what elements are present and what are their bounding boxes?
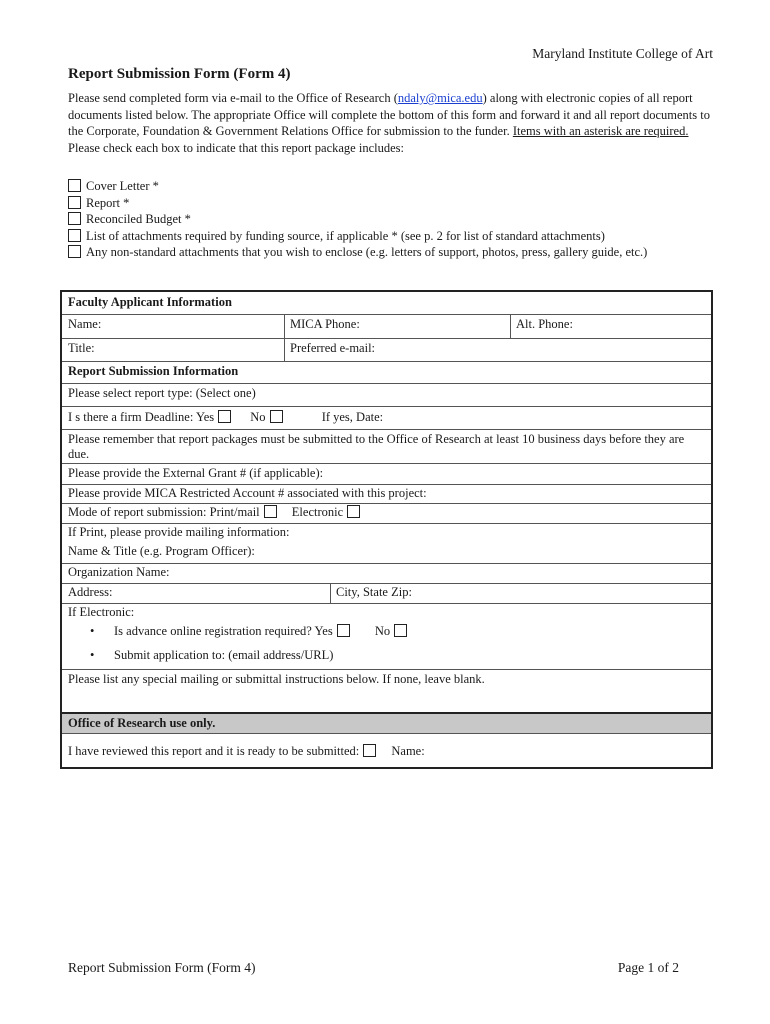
checklist-label: List of attachments required by funding source, if applicable * (see p. 2 for list of standard attachments): [86, 228, 605, 243]
checklist-item-report: [68, 195, 716, 212]
reviewed-label: I have reviewed this report and it is ready to be submitted:: [68, 744, 360, 758]
restricted-account-field[interactable]: Please provide MICA Restricted Account # associated with this project:: [68, 486, 427, 500]
submit-to-field[interactable]: Submit application to: (email address/URL): [114, 648, 334, 662]
intro-paragraph: [68, 90, 716, 156]
deadline-label: I s there a firm Deadline: Yes: [68, 410, 215, 424]
address-field[interactable]: Address:: [68, 585, 113, 599]
deadline-no-checkbox[interactable]: [270, 410, 283, 423]
footer-form-name: Report Submission Form (Form 4): [68, 960, 256, 975]
check-instruction: Please check each box to indicate that this report package includes:: [68, 140, 404, 155]
checklist-item-cover-letter: [68, 178, 716, 195]
bullet: •: [90, 648, 95, 662]
if-electronic-label: If Electronic:: [68, 605, 135, 619]
form-table: [60, 290, 713, 769]
city-state-zip-field[interactable]: City, State Zip:: [336, 585, 412, 599]
nonstandard-checkbox[interactable]: [68, 245, 81, 258]
faculty-heading: Faculty Applicant Information: [68, 295, 232, 309]
print-mail-checkbox[interactable]: [264, 505, 277, 518]
intro-text-a: Please send completed form via e-mail to the Office of Research (: [68, 91, 398, 105]
deadline-yes-checkbox[interactable]: [218, 410, 231, 423]
name-field[interactable]: Name:: [68, 317, 102, 331]
external-grant-field[interactable]: Please provide the External Grant # (if applicable):: [68, 466, 324, 480]
deadline-row: [68, 410, 383, 425]
title-field[interactable]: Title:: [68, 341, 95, 355]
research-email-link[interactable]: ndaly@mica.edu: [397, 91, 483, 105]
page-number: Page 1 of 2: [617, 960, 679, 975]
report-heading: Report Submission Information: [68, 364, 239, 378]
attachments-checkbox[interactable]: [68, 229, 81, 242]
office-heading: Office of Research use only.: [68, 716, 216, 730]
advance-no-checkbox[interactable]: [394, 624, 407, 637]
electronic-label: Electronic: [291, 505, 344, 519]
budget-checkbox[interactable]: [68, 212, 81, 225]
name-title-field[interactable]: Name & Title (e.g. Program Officer):: [68, 544, 255, 558]
advance-yes-checkbox[interactable]: [337, 624, 350, 637]
required-note: Items with an asterisk are required.: [512, 124, 689, 139]
mode-row: [68, 505, 360, 520]
deadline-date-field[interactable]: If yes, Date:: [321, 410, 384, 424]
alt-phone-field[interactable]: Alt. Phone:: [516, 317, 573, 331]
special-instructions-field[interactable]: Please list any special mailing or submittal instructions below. If none, leave blank.: [68, 672, 485, 686]
office-name-field[interactable]: Name:: [391, 744, 425, 758]
advance-registration-row: [114, 624, 407, 639]
electronic-checkbox[interactable]: [347, 505, 360, 518]
package-checklist: [68, 178, 716, 261]
mode-label: Mode of report submission: Print/mail: [68, 505, 260, 519]
institution-name: Maryland Institute College of Art: [532, 46, 713, 61]
form-title: Report Submission Form (Form 4): [68, 66, 291, 82]
checklist-label: Report *: [86, 195, 130, 210]
bullet: •: [90, 624, 95, 638]
checklist-item-budget: [68, 211, 716, 228]
mica-phone-field[interactable]: MICA Phone:: [290, 317, 360, 331]
if-print-label: If Print, please provide mailing information:: [68, 525, 290, 539]
preferred-email-field[interactable]: Preferred e-mail:: [290, 341, 376, 355]
advance-registration-label: Is advance online registration required? Yes: [114, 624, 333, 638]
advance-no-label: No: [374, 624, 391, 638]
checklist-item-nonstandard: [68, 244, 716, 261]
checklist-label: Reconciled Budget *: [86, 212, 191, 227]
cover-letter-checkbox[interactable]: [68, 179, 81, 192]
checklist-item-attachments: [68, 228, 716, 245]
checklist-label: Cover Letter *: [86, 179, 159, 193]
deadline-no-label: No: [250, 410, 266, 424]
checklist-label: Any non-standard attachments that you wish to enclose (e.g. letters of support, photos, press, gallery guide, etc.): [86, 245, 648, 260]
report-type-field[interactable]: Please select report type: (Select one): [68, 386, 256, 400]
reviewed-row: [68, 744, 425, 759]
reviewed-checkbox[interactable]: [363, 744, 376, 757]
submission-reminder: Please remember that report packages must be submitted to the Office of Research at least 10 business days before they are due.: [68, 432, 685, 461]
organization-field[interactable]: Organization Name:: [68, 565, 170, 579]
report-checkbox[interactable]: [68, 196, 81, 209]
intro-text-b: ) along with electronic copies of all report documents listed below. The appropriate Office will complete the bottom of this form and forward it and all report documents to the Corporate, Foundation & Government Relations Office for submission to the funder.: [68, 91, 710, 139]
